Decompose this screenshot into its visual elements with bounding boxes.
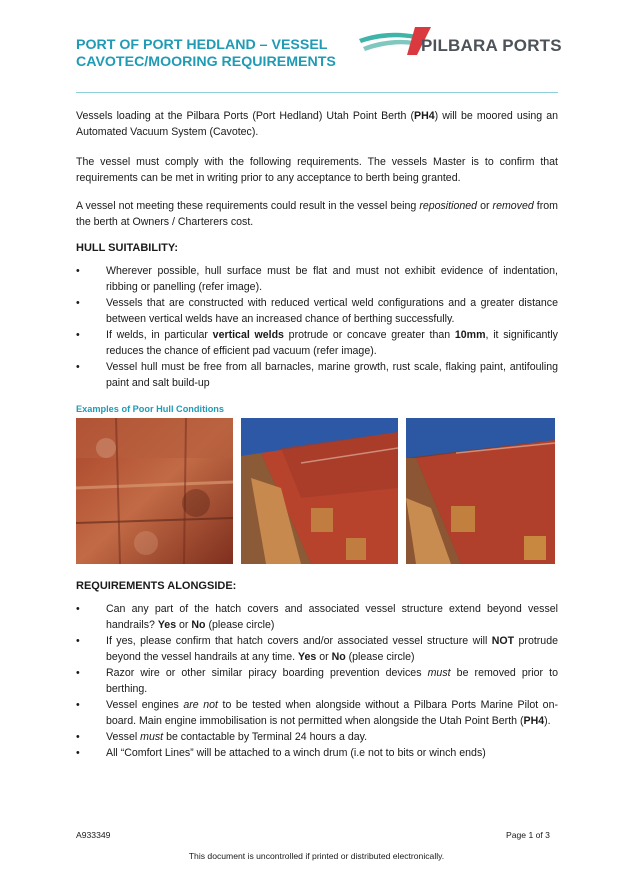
list-item: • Wherever possible, hull surface must be flat and must not exhibit evidence of indentation, ribbing or panelling (refer image). [76,263,558,295]
hull-photo-rust [76,418,233,564]
list-item: • Vessel engines are not to be tested when alongside without a Pilbara Ports Marine Pilot on-board. Main engine immobilisation is not permitted when alongside the Utah Point Berth (PH4). [76,697,558,729]
title-line-2: CAVOTEC/MOORING REQUIREMENTS [76,54,336,70]
hull-requirements-list [76,263,558,391]
examples-caption: Examples of Poor Hull Conditions [76,404,225,414]
list-item: • Razor wire or other similar piracy boarding prevention devices must be removed prior to berthing. [76,665,558,697]
uncontrolled-document-note: This document is uncontrolled if printed or distributed electronically. [188,851,445,861]
logo-wordmark: PILBARA PORTS [421,36,562,55]
intro-paragraph-3: A vessel not meeting these requirements could result in the vessel being repositioned or removed from the berth at Owners / Charterers cost. [76,200,558,228]
intro-paragraph-2: The vessel must comply with the following requirements. The vessels Master is to confirm that requirements can be met in writing prior to any acceptance to berth being granted. [76,156,558,184]
list-item: • All “Comfort Lines” will be attached to a winch drum (i.e not to bits or winch ends) [76,745,558,761]
header-divider [76,92,558,93]
document-id: A933349 [76,830,111,840]
document-title [76,37,376,71]
title-line-1: PORT OF PORT HEDLAND – VESSEL [76,37,328,53]
intro-paragraph-1: Vessels loading at the Pilbara Ports (Port Hedland) Utah Point Berth (PH4) will be moored using an Automated Vacuum System (Cavotec). [76,110,558,138]
list-item: • Vessel must be contactable by Terminal 24 hours a day. [76,729,558,745]
hull-suitability-heading: HULL SUITABILITY: [76,242,179,254]
list-item: • Vessels that are constructed with reduced vertical weld configurations and a greater distance between vertical welds have an increased chance of berthing successfully. [76,295,558,327]
page-number: Page 1 of 3 [506,830,550,840]
list-item: • If yes, please confirm that hatch covers and/or associated vessel structure will NOT protrude beyond the vessel handrails at any time. Yes or No (please circle) [76,633,558,665]
requirements-alongside-heading: REQUIREMENTS ALONGSIDE: [76,580,237,592]
alongside-requirements-list [76,601,558,761]
list-item: • Can any part of the hatch covers and associated vessel structure extend beyond vessel handrails? Yes or No (please circle) [76,601,558,633]
list-item: • If welds, in particular vertical welds protrude or concave greater than 10mm, it significantly reduces the chance of efficient pad vacuum (refer image). [76,327,558,359]
list-item: • Vessel hull must be free from all barnacles, marine growth, rust scale, flaking paint, antifouling paint and salt build-up [76,359,558,391]
hull-photo-weld-seams [241,418,398,564]
hull-photo-hull-side [406,418,555,564]
